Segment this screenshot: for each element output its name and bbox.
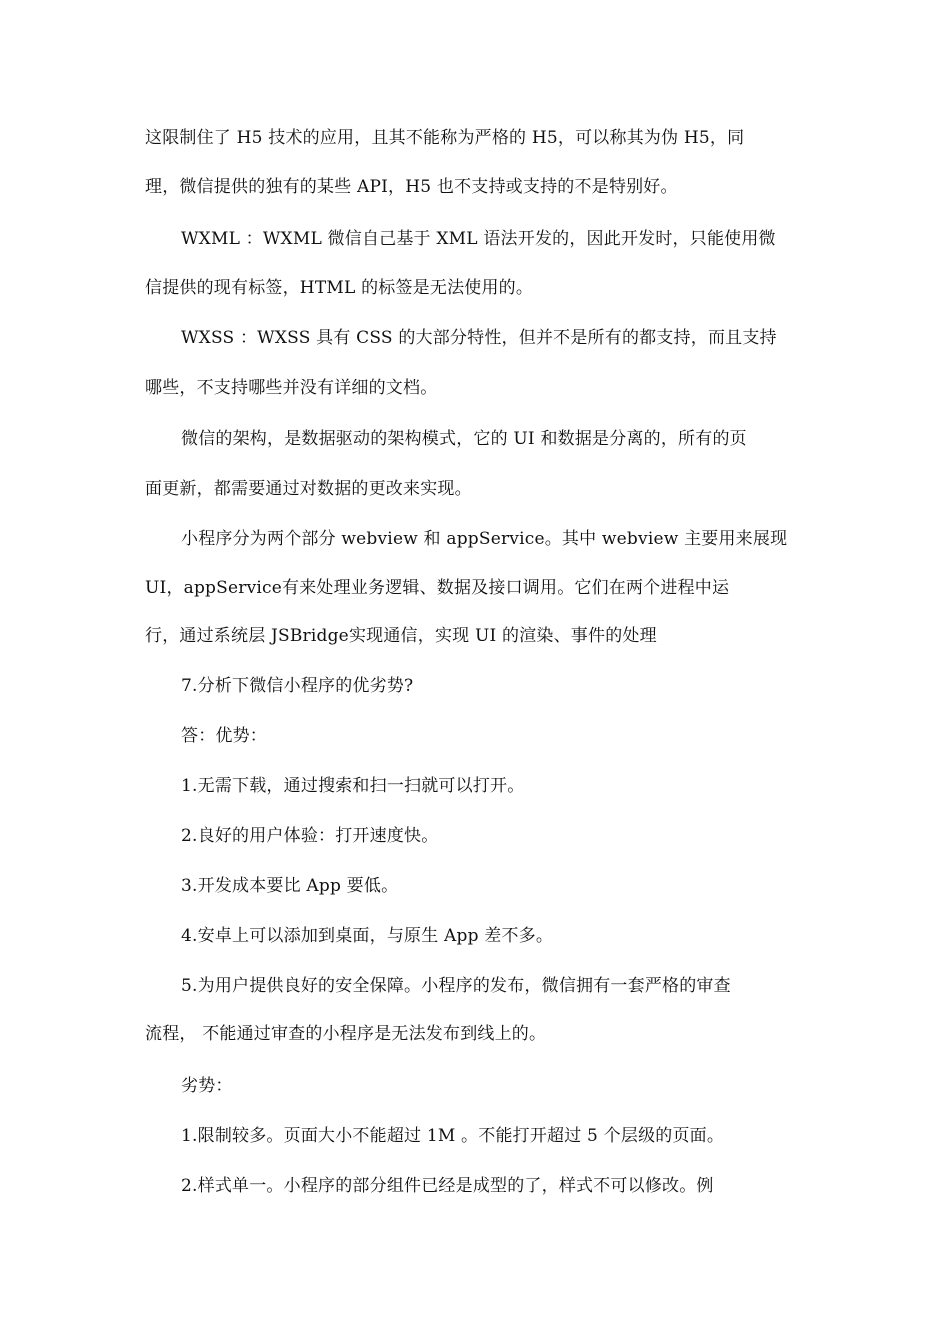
list-item: 3.开发成本要比 App 要低。 [181,876,399,896]
text-line: 小程序分为两个部分 webview 和 appService。其中 webview 主要用来展现 [181,529,788,549]
text-line: 面更新，都需要通过对数据的更改来实现。 [145,479,472,499]
text-line: 信提供的现有标签，HTML 的标签是无法使用的。 [145,278,534,298]
text-line: WXSS ：WXSS 具有 CSS 的大部分特性，但并不是所有的都支持，而且支持 [181,328,777,348]
text-line: 理，微信提供的独有的某些 API，H5 也不支持或支持的不是特别好。 [145,177,678,197]
list-item: 2.良好的用户体验：打开速度快。 [181,826,439,846]
text-line: 答：优势： [181,726,267,746]
section-heading: 7.分析下微信小程序的优劣势? [181,676,414,696]
list-item: 1.限制较多。页面大小不能超过 1M 。不能打开超过 5 个层级的页面。 [181,1126,725,1146]
list-item: 5.为用户提供良好的安全保障。小程序的发布，微信拥有一套严格的审查 [181,976,731,996]
text-line: 微信的架构，是数据驱动的架构模式，它的 UI 和数据是分离的，所有的页 [181,429,747,449]
list-item: 1.无需下载，通过搜索和扫一扫就可以打开。 [181,776,525,796]
text-line: 行，通过系统层 JSBridge实现通信，实现 UI 的渲染、事件的处理 [145,626,657,646]
list-item-continuation: 流程， 不能通过审查的小程序是无法发布到线上的。 [145,1024,547,1044]
text-line: 劣势： [181,1076,233,1096]
list-item: 4.安卓上可以添加到桌面，与原生 App 差不多。 [181,926,554,946]
list-item: 2.样式单一。小程序的部分组件已经是成型的了，样式不可以修改。例 [181,1176,714,1196]
text-line: 哪些，不支持哪些并没有详细的文档。 [145,378,438,398]
text-line: WXML ：WXML 微信自己基于 XML 语法开发的，因此开发时，只能使用微 [181,229,776,249]
text-line: UI，appService有来处理业务逻辑、数据及接口调用。它们在两个进程中运 [145,578,730,598]
text-line: 这限制住了 H5 技术的应用，且其不能称为严格的 H5，可以称其为伪 H5，同 [145,128,745,148]
